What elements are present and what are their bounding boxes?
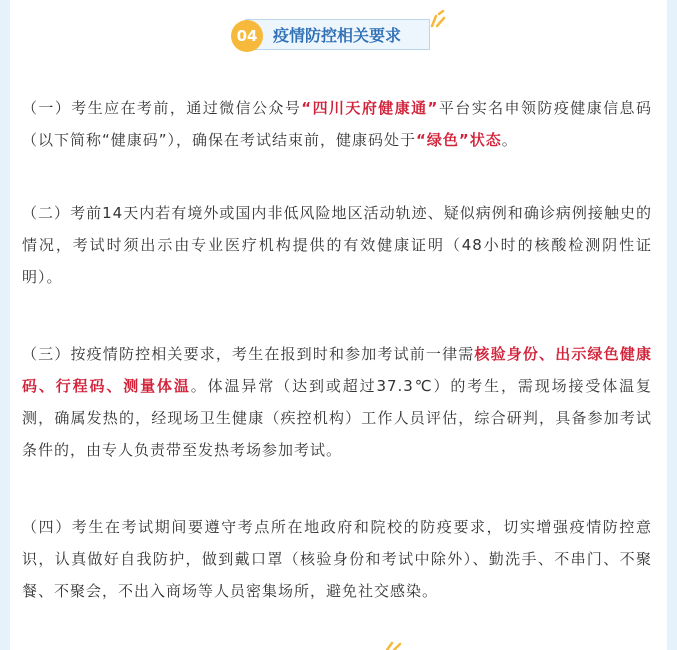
paragraph-1-text-c: 平台实名申领防疫健康信息码（以下简称“健康码”），确保在考试结束前，健康码处于 <box>22 99 652 149</box>
section-title: 疫情防控相关要求 <box>273 26 402 45</box>
paragraph-4 <box>22 511 652 607</box>
paragraph-3 <box>22 338 652 466</box>
paragraph-4-text: （四）考生在考试期间要遵守考点所在地政府和院校的防疫要求，切实增强疫情防控意识，认真做好自我防护，做到戴口罩（核验身份和考试中除外）、勤洗手、不串门、不聚餐、不聚会，不出入商场等人员密集场所，避免社交感染。 <box>22 518 652 600</box>
health-app-name: “四川天府健康通” <box>301 99 439 117</box>
section-number-badge: 04 <box>231 20 263 52</box>
paragraph-2-text: （二）考前14天内若有境外或国内非低风险地区活动轨迹、疑似病例和确诊病例接触史的情况，考试时须出示由专业医疗机构提供的有效健康证明（48小时的核酸检测阴性证明）。 <box>22 204 652 286</box>
checkin-requirements-highlight: 核验身份、出示绿色健康码、行程码、测量体温 <box>22 345 652 395</box>
paragraph-1-text-e: 。 <box>501 131 518 149</box>
paragraph-1 <box>22 92 652 156</box>
paragraph-2 <box>22 197 652 293</box>
section-header <box>231 18 431 54</box>
paragraph-3-text-a: （三）按疫情防控相关要求，考生在报到时和参加考试前一律需 <box>22 345 475 363</box>
paragraph-3-text-c: 。体温异常（达到或超过37.3℃）的考生，需现场接受体温复测，确属发热的，经现场卫生健康（疾控机构）工作人员评估，综合研判，具备参加考试条件的，由专人负责带至发热考场参加考试。 <box>22 377 652 459</box>
spark-decoration-icon <box>428 10 448 28</box>
paragraph-1-text-a: （一）考生应在考前，通过微信公众号 <box>22 99 302 117</box>
green-status-highlight: “绿色”状态 <box>416 131 502 149</box>
bottom-decoration-icon <box>384 641 404 650</box>
